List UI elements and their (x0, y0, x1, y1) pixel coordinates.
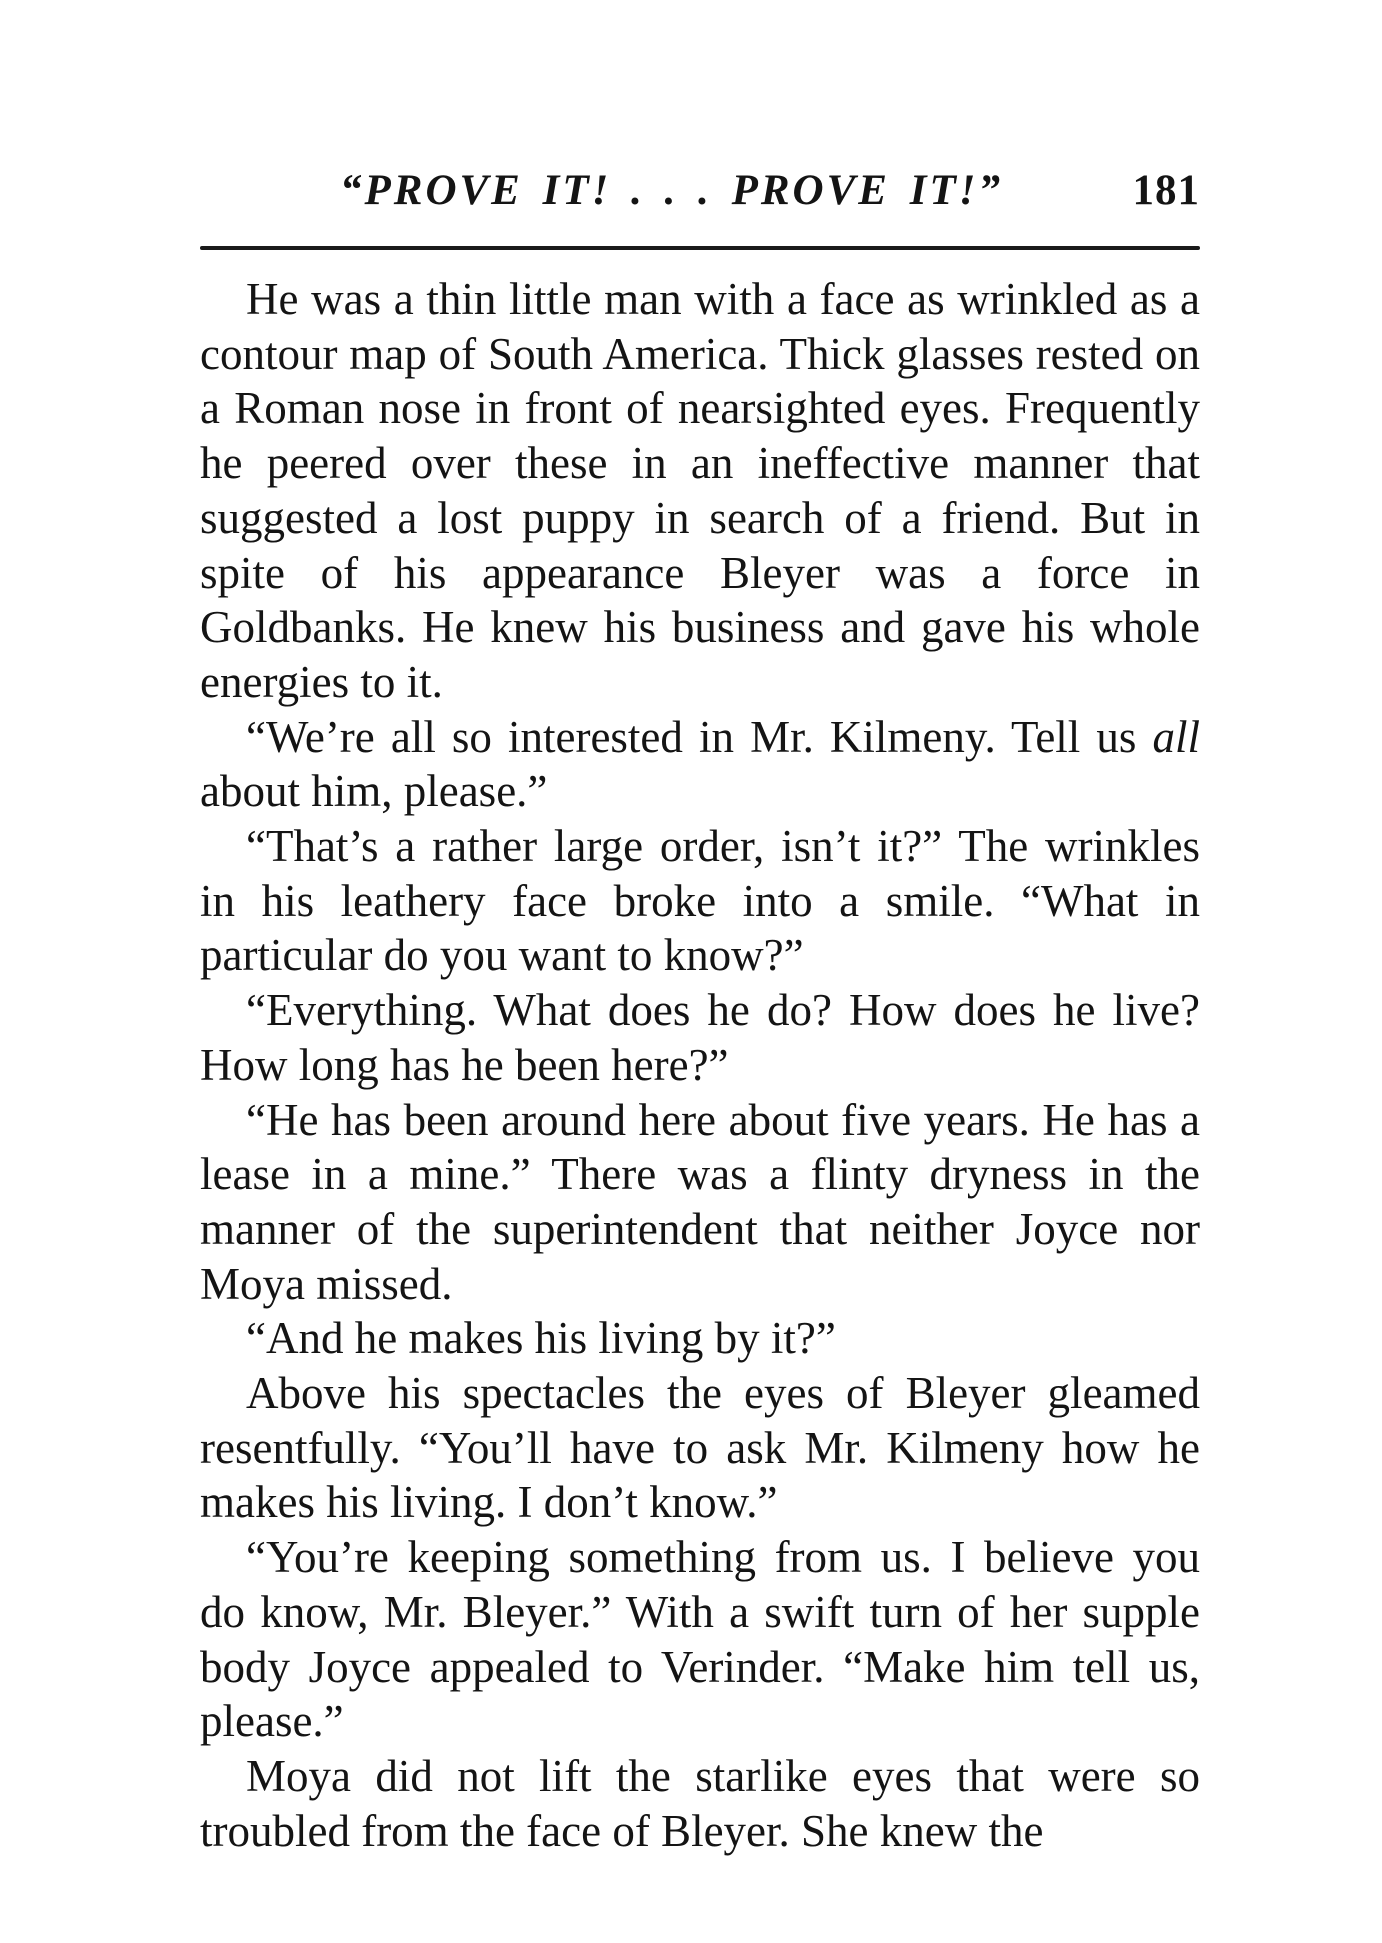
running-title: “PROVE IT! . . . PROVE IT!” (340, 167, 1003, 214)
header-rule (200, 246, 1200, 250)
paragraph: Above his spectacles the eyes of Bleyer gleamed resentfully. “You’ll have to ask Mr. Kilmeny how he makes his living. I don’t know.” (200, 1368, 1200, 1528)
paragraph: “And he makes his living by it?” (246, 1313, 836, 1364)
paragraph: He was a thin little man with a face as wrinkled as a contour map of South America. Thick glasses rested on a Roman nose in front of nearsighted eyes. Frequently he peered over these in an ineffective manner that suggested a lost puppy in search of a friend. But in spite of his appearance Bleyer was a force in Goldbanks. He knew his business and gave his whole energies to it. (200, 274, 1200, 707)
paragraph: “That’s a rather large order, isn’t it?” The wrinkles in his leathery face broke into a smile. “What in particular do you want to know?” (200, 821, 1200, 981)
paragraph-text: “We’re all so interested in Mr. Kilmeny. Tell us (246, 711, 1153, 762)
paragraph (200, 710, 1200, 819)
running-head (200, 160, 1200, 232)
page-number: 181 (1132, 167, 1200, 214)
body-text (200, 272, 1200, 1858)
paragraph: Moya did not lift the starlike eyes that were so troubled from the face of Bleyer. She knew the (200, 1750, 1200, 1856)
book-page (200, 160, 1200, 1858)
paragraph: “You’re keeping something from us. I believe you do know, Mr. Bleyer.” With a swift turn of her supple body Joyce appealed to Verinder. “Make him tell us, please.” (200, 1532, 1200, 1747)
paragraph-text: about him, please.” (200, 766, 548, 817)
emphasis-text: all (1152, 711, 1200, 762)
paragraph: “He has been around here about five years. He has a lease in a mine.” There was a flinty dryness in the manner of the superintendent that neither Joyce nor Moya missed. (200, 1094, 1200, 1309)
paragraph: “Everything. What does he do? How does he live? How long has he been here?” (200, 985, 1200, 1090)
